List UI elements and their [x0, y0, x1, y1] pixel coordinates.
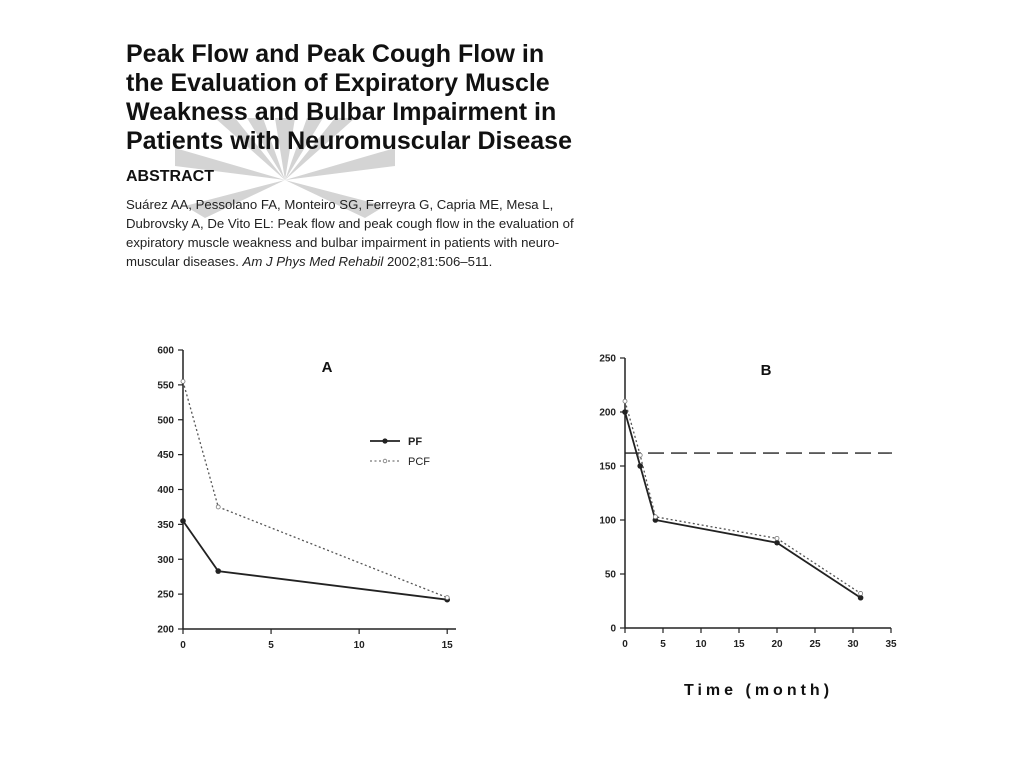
legend-label: PF [408, 436, 423, 448]
title-line: Patients with Neuromuscular Disease [126, 127, 572, 155]
title-line: Peak Flow and Peak Cough Flow in [126, 40, 545, 68]
data-point-pf [637, 463, 643, 469]
y-tick-label: 300 [157, 554, 174, 566]
citation-line4-start: muscular diseases. [126, 254, 239, 269]
y-tick-label: 350 [157, 519, 174, 531]
x-tick-label: 10 [695, 639, 707, 650]
data-point-pcf [638, 453, 642, 457]
x-tick-label: 5 [268, 640, 274, 651]
data-point-pf [215, 568, 221, 574]
legend-marker [383, 459, 387, 463]
legend-label: PCF [408, 456, 430, 468]
citation-line: Dubrovsky A, De Vito EL: Peak flow and peak cough flow in the evaluation of [126, 216, 574, 231]
series-line-pcf [625, 401, 861, 593]
y-tick-label: 50 [604, 569, 616, 581]
y-tick-label: 450 [157, 450, 174, 462]
x-tick-label: 20 [771, 639, 783, 650]
legend-marker [382, 438, 387, 443]
y-tick-label: 550 [157, 380, 174, 392]
data-point-pcf [181, 379, 185, 383]
citation-details: 2002;81:506–511. [386, 254, 493, 269]
x-tick-label: 15 [441, 640, 453, 651]
chart-b [570, 330, 1024, 660]
x-tick-label: 5 [660, 639, 666, 650]
legend [370, 436, 430, 468]
citation [126, 195, 766, 271]
x-tick-label: 25 [809, 639, 821, 650]
y-tick-label: 100 [599, 515, 616, 527]
data-point-pcf [653, 515, 657, 519]
data-point-pcf [623, 399, 627, 403]
y-tick-label: 600 [157, 345, 174, 357]
data-point-pcf [445, 596, 449, 600]
y-tick-label: 400 [157, 485, 174, 496]
data-point-pcf [859, 591, 863, 595]
title-line: Weakness and Bulbar Impairment in [126, 98, 557, 126]
series-line-pf [625, 412, 861, 598]
x-tick-label: 0 [622, 639, 628, 650]
data-point-pcf [216, 505, 220, 509]
citation-line: Suárez AA, Pessolano FA, Monteiro SG, Ferreyra G, Capria ME, Mesa L, [126, 197, 554, 212]
y-tick-label: 250 [157, 589, 174, 601]
article-title [126, 40, 786, 156]
y-tick-label: 0 [610, 623, 616, 635]
y-tick-label: 200 [599, 407, 616, 419]
x-tick-label: 10 [353, 640, 365, 651]
citation-journal: Am J Phys Med Rehabil [242, 254, 384, 269]
x-axis-label: Time (month) [684, 682, 834, 699]
panel-title: A [321, 359, 333, 376]
x-tick-label: 30 [847, 639, 859, 650]
x-tick-label: 35 [885, 639, 897, 650]
abstract-heading: ABSTRACT [126, 168, 214, 185]
y-tick-label: 250 [599, 353, 616, 365]
panel-title: B [760, 362, 772, 379]
data-point-pcf [775, 536, 779, 540]
x-tick-label: 0 [180, 640, 186, 651]
series-line-pf [183, 521, 447, 600]
y-tick-label: 500 [157, 415, 174, 427]
data-point-pf [180, 518, 186, 524]
chart-a [120, 330, 590, 660]
title-line: the Evaluation of Expiratory Muscle [126, 69, 550, 97]
series-line-pcf [183, 381, 447, 597]
x-tick-label: 15 [733, 639, 745, 650]
y-tick-label: 150 [599, 461, 616, 473]
y-tick-label: 200 [157, 624, 174, 636]
citation-line [126, 252, 766, 271]
citation-line: expiratory muscle weakness and bulbar impairment in patients with neuro- [126, 235, 560, 250]
